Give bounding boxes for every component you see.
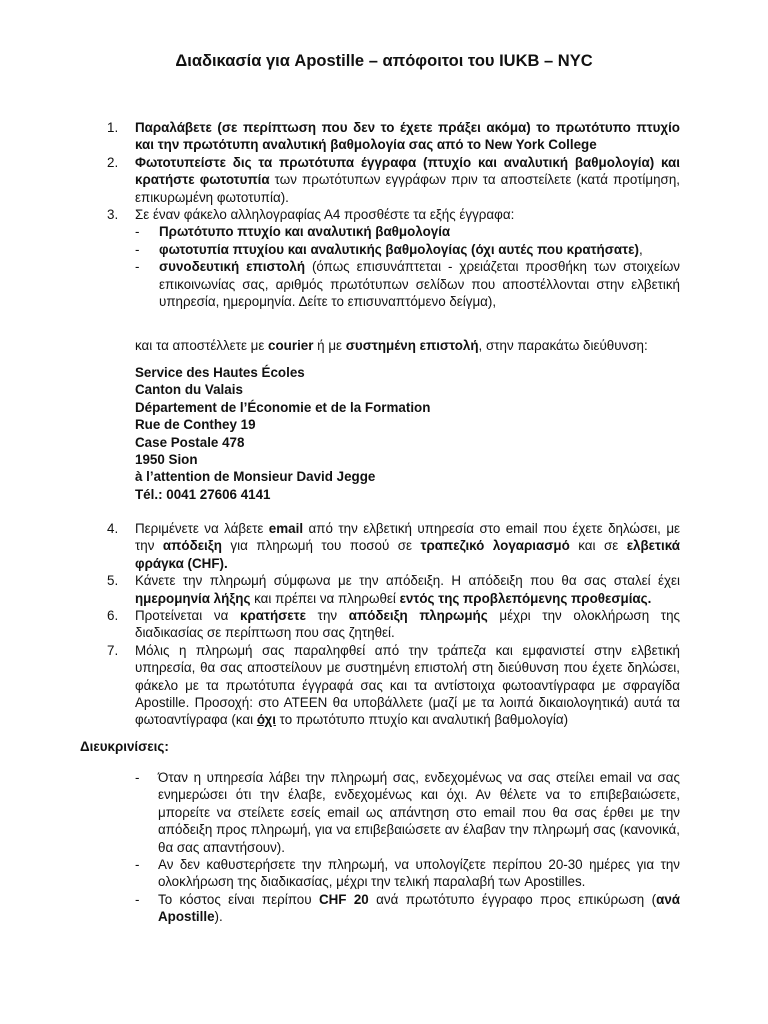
- step-2: [107, 154, 680, 206]
- step-4: [107, 520, 680, 572]
- step-6-bold: κρατήσετε: [240, 608, 306, 624]
- clarification-3-bold: CHF 20: [318, 891, 369, 907]
- step-2-text: των πρωτότυπων εγγράφων πριν τα αποστείλετε (κατά προτίμηση, επικυρωμένη φωτοτυπία).: [135, 172, 680, 205]
- steps-list-part1: [107, 119, 680, 310]
- step-number: 5.: [107, 573, 119, 589]
- address-line: Canton du Valais: [135, 382, 243, 398]
- step-6-text: μέχρι την ολοκλήρωση της διαδικασίας σε περίπτωση που σας ζητηθεί.: [135, 608, 680, 641]
- sub-2-bold: φωτοτυπία πτυχίου και αναλυτικής βαθμολογίας (όχι αυτές που κρατήσατε): [159, 241, 639, 257]
- dash-bullet: -: [135, 224, 140, 240]
- sub-2-text: ,: [638, 241, 643, 257]
- address-line: 1950 Sion: [135, 451, 198, 467]
- step-number: 4.: [107, 521, 119, 536]
- dash-bullet: -: [135, 259, 140, 275]
- sub-3-bold: συνοδευτική επιστολή: [159, 259, 306, 275]
- step-5-text: Κάνετε την πληρωμή σύμφωνα με την απόδειξη. Η απόδειξη που θα σας σταλεί έχει: [135, 573, 680, 589]
- step-4-bold: απόδειξη: [162, 538, 222, 554]
- clarification-1-text: Όταν η υπηρεσία λάβει την πληρωμή σας, ενδεχομένως να σας στείλει email να σας ενημερώσει ότι την έλαβε, ενδεχομένως και όχι. Αν θέλετε να το επιβεβαιώσετε, μπορείτε να στείλετε εσείς email ως απάντηση στο email που θα σας έρθει με την απόδειξη προς πληρωμή, για να επιβεβαιώσετε αν έλαβαν την πληρωμή σας (κανονικά, θα σας απαντήσουν).: [158, 770, 680, 855]
- send-text-1: και τα αποστέλλετε με: [135, 338, 269, 353]
- step-4-bold: ελβετικά φράγκα (CHF).: [135, 538, 680, 571]
- address-line: Département de l’Économie et de la Formation: [135, 399, 431, 415]
- clarification-1: [135, 769, 680, 856]
- send-courier: courier: [268, 338, 314, 353]
- step-number: 3.: [107, 207, 119, 223]
- clarification-2-text: Αν δεν καθυστερήσετε την πληρωμή, να υπολογίζετε περίπου 20-30 ημέρες για την ολοκλήρωση της διαδικασίας, μέχρι την τελική παραλαβή των Apostilles.: [158, 857, 680, 890]
- step-number: 6.: [107, 608, 119, 624]
- step-7-text: το πρωτότυπο πτυχίο και αναλυτική βαθμολογία): [275, 712, 569, 728]
- step-4-bold: email: [268, 521, 304, 536]
- send-text-2: ή με: [313, 338, 346, 353]
- send-paragraph: [135, 337, 680, 354]
- step-2-bold: Φωτοτυπείστε δις τα πρωτότυπα έγγραφα (πτυχίο και αναλυτική βαθμολογία) και κρατήστε φωτοτυπία: [135, 154, 680, 188]
- address-line: Service des Hautes Écoles: [135, 365, 305, 380]
- address-line: Case Postale 478: [135, 434, 245, 450]
- dash-bullet: -: [135, 770, 140, 785]
- dash-bullet: -: [135, 857, 140, 873]
- step-5-bold: ημερομηνία λήξης: [135, 590, 251, 606]
- sub-3-text: (όπως επισυνάπτεται - χρειάζεται προσθήκη των στοιχείων επικοινωνίας σας, αριθμός πρωτότυπων σελίδων που αποστέλλονται στην ελβετική υπηρεσία, ημερομηνία. Δείτε το επισυναπτόμενο δείγμα),: [159, 259, 681, 310]
- step-4-text: για πληρωμή του ποσού σε: [221, 538, 421, 554]
- step-1: [107, 119, 680, 154]
- clarification-3-text: Το κόστος είναι περίπου: [158, 891, 319, 907]
- step-3: [107, 206, 680, 310]
- clarification-2: [135, 856, 680, 891]
- document-title: Διαδικασία για Apostille – απόφοιτοι του IUKB – NYC: [175, 52, 593, 70]
- step-number: 2.: [107, 154, 119, 170]
- dash-bullet: -: [135, 891, 140, 907]
- step-5: [107, 572, 680, 607]
- send-text-3: , στην παρακάτω διεύθυνση:: [478, 338, 648, 353]
- step-7: [107, 642, 680, 729]
- step-6-text: την: [306, 608, 349, 624]
- step-5-bold: εντός της προβλεπόμενης προθεσμίας.: [399, 590, 652, 606]
- step-number: 1.: [107, 120, 119, 135]
- clarification-3-text: ανά πρωτότυπο έγγραφο προς επικύρωση (: [368, 891, 657, 907]
- clarification-3-bold: ανά Apostille: [158, 891, 681, 925]
- step-4-text: από την ελβετική υπηρεσία στο email που έχετε δηλώσει, με την: [135, 521, 681, 554]
- clarifications-heading: Διευκρινίσεις:: [80, 739, 169, 754]
- address-line: Rue de Conthey 19: [135, 417, 256, 433]
- step-3-sub-1: [135, 223, 680, 240]
- step-1-bold: Παραλάβετε (σε περίπτωση που δεν το έχετε πράξει ακόμα) το πρωτότυπο πτυχίο και την πρωτότυπη αναλυτική βαθμολογία σας από το New York College: [135, 120, 680, 153]
- step-6-text: Προτείνεται να: [135, 608, 240, 624]
- step-4-text: και σε: [569, 538, 627, 554]
- step-3-sub-2: [135, 241, 680, 258]
- step-7-text: Μόλις η πληρωμή σας παραληφθεί από την τράπεζα και εμφανιστεί στην ελβετική υπηρεσία, θα σας αποστείλουν με συστημένη επιστολή στη διεύθυνση που έχετε δηλώσει, φάκελο με τα πρωτότυπα έγγραφά σας και τα αντίστοιχα φωτοαντίγραφα με σφραγίδα Apostille. Προσοχή: στο ΑΤΕΕΝ θα υποβάλλετε (μαζί με τα λοιπά δικαιολογητικά) αυτά τα φωτοαντίγραφα (και: [135, 642, 680, 728]
- step-6-bold: απόδειξη πληρωμής: [348, 608, 488, 624]
- dash-bullet: -: [135, 241, 140, 257]
- steps-list-part2: [107, 520, 680, 729]
- address-line: Tél.: 0041 27606 4141: [135, 486, 271, 502]
- send-registered: συστημένη επιστολή: [345, 338, 479, 353]
- step-7-underlined: όχι: [256, 712, 276, 728]
- step-4-bold: τραπεζικό λογαριασμό: [420, 538, 570, 554]
- address-line: à l’attention de Monsieur David Jegge: [135, 469, 376, 485]
- address-block: [135, 364, 680, 503]
- clarification-3: [135, 891, 680, 926]
- step-3-text: Σε έναν φάκελο αλληλογραφίας Α4 προσθέστε τα εξής έγγραφα:: [135, 207, 515, 223]
- sub-1-bold: Πρωτότυπο πτυχίο και αναλυτική βαθμολογία: [159, 224, 451, 240]
- clarification-3-text: ).: [214, 909, 223, 925]
- step-3-sub-3: [135, 258, 680, 310]
- clarifications-list: [135, 769, 680, 926]
- step-5-text: και πρέπει να πληρωθεί: [250, 590, 400, 606]
- step-number: 7.: [107, 642, 119, 658]
- step-4-text: Περιμένετε να λάβετε: [135, 521, 269, 536]
- step-6: [107, 607, 680, 642]
